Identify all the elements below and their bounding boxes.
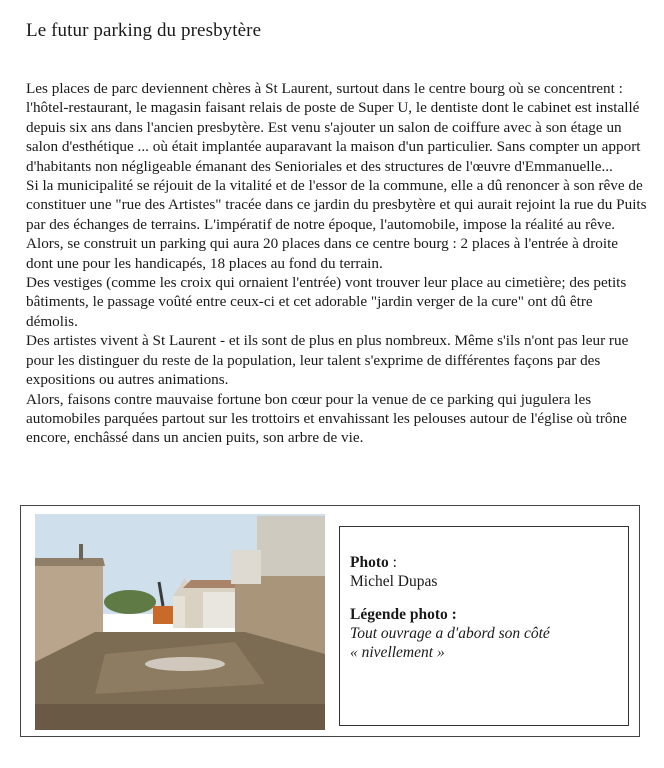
caption-spacer	[350, 591, 550, 605]
photo-trees	[104, 590, 156, 614]
photo-debris	[145, 657, 225, 671]
paragraph-vestiges: Des vestiges (comme les croix qui ornaient l'entrée) vont trouver leur place au cimetière; des petits bâtiments, le passage voûté entre ceux-ci et cet adorable "jardin verger de la cure" ont dû être démolis.	[26, 274, 627, 330]
photo-excavator	[153, 606, 173, 624]
paragraph-conclusion: Alors, faisons contre mauvaise fortune bon cœur pour la venue de ce parking qui jugulera les automobiles parquées partout sur les trottoirs et envahissant les pelouses autour de l'église où trône encore, enchâssé dans un ancien puits, son arbre de vie.	[26, 390, 627, 447]
photo-label: Photo	[350, 554, 389, 571]
caption-label: Légende photo	[350, 606, 448, 623]
paragraph-parking: Alors, se construit un parking qui aura 20 places dans ce centre bourg : 2 places à l'entrée à droite dont une pour les handicapés, 18 places au fond du terrain.	[26, 235, 619, 272]
article-body	[26, 79, 648, 448]
caption-heading	[350, 605, 550, 624]
caption-line-1: Tout ouvrage a d'abord son côté	[350, 625, 550, 642]
photo-foreground	[35, 704, 325, 730]
paragraph-artists: Des artistes vivent à St Laurent - et ils sont de plus en plus nombreux. Même s'ils n'ont pas leur rue pour les distinguer du reste de la population, leur talent s'exprime de différentes façons par des expositions ou autres animations.	[26, 332, 629, 389]
caption-line-2: « nivellement »	[350, 644, 445, 661]
photo-left-roofline	[35, 558, 105, 566]
photo-credit-label	[350, 553, 550, 572]
photo-illustration	[35, 514, 325, 730]
construction-site-photo	[35, 514, 325, 730]
photographer-name: Michel Dupas	[350, 573, 438, 590]
caption-content	[350, 553, 550, 662]
paragraph-intro: Les places de parc deviennent chères à St Laurent, surtout dans le centre bourg où se concentrent : l'hôtel-restaurant, le magasin faisant relais de poste de Super U, le dentiste dont le cabinet est installé depuis six ans dans l'ancien presbytère. Est venu s'ajouter un salon de coiffure avec à son étage un salon d'esthétique ... où était implantée auparavant la maison d'un particulier. Sans compter un apport d'habitants non négligeable émanant des Senioriales et des structures de l'œuvre d'Emmanuelle...	[26, 80, 641, 175]
paragraph-municipality: Si la municipalité se réjouit de la vitalité et de l'essor de la commune, elle a dû renoncer à son rêve de constituer une "rue des Artistes" tracée dans ce jardin du presbytère et qui aurait rejoint la rue du Puits par des échanges de terrains. L'impératif de notre époque, l'automobile, impose la réalité au rêve.	[26, 177, 647, 233]
photo-right-tower	[257, 516, 325, 576]
article-title: Le futur parking du presbytère	[26, 20, 262, 41]
photo-frame	[20, 505, 640, 737]
caption-label-suffix: :	[447, 606, 457, 623]
photo-white-wall	[203, 592, 235, 628]
photo-right-annex	[231, 550, 261, 584]
photo-label-suffix: :	[388, 554, 397, 571]
photo-chimney	[79, 544, 83, 560]
caption-box	[339, 526, 629, 726]
